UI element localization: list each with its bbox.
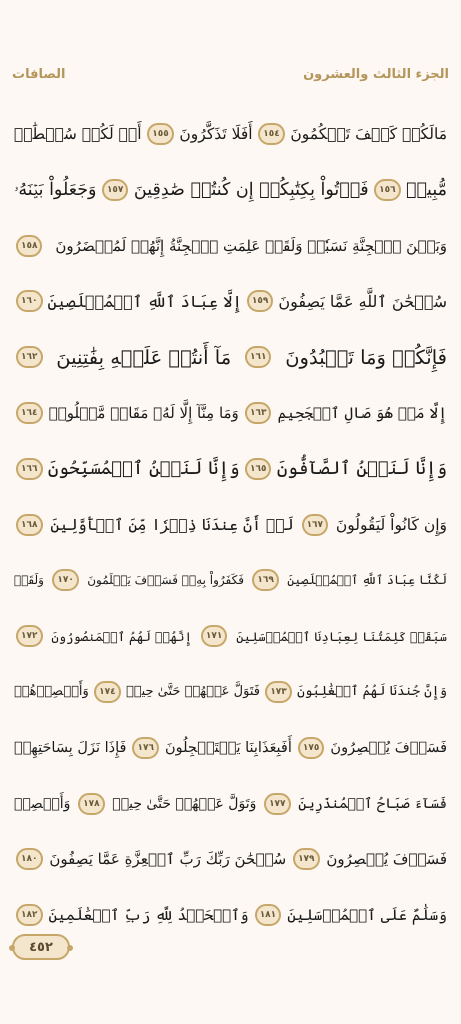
- verse-text: وَجَعَلُواْ بَيۡنَهُۥ: [14, 179, 97, 200]
- verse-lines: [14, 108, 447, 945]
- verse-line: [14, 722, 447, 774]
- ayah-number-marker: ١٦٧: [302, 514, 328, 536]
- ayah-number-marker: ١٧٧: [264, 793, 290, 815]
- page-number-badge: [12, 934, 70, 960]
- verse-text: لَوۡ أَنَّ عِندَنَا ذِكۡرٗا مِّنَ ٱلۡأَوَّلِينَ: [50, 515, 294, 534]
- ayah-number-marker: ١٦٩: [252, 569, 278, 591]
- verse-text: إِلَّا عِبَادَ ٱللَّهِ ٱلۡمُخۡلَصِينَ: [47, 291, 242, 311]
- verse-text: فَكَفَرُواْ بِهِۦۖ فَسَوۡفَ يَعۡلَمُونَ: [87, 573, 244, 588]
- ayah-number-marker: ١٦٦: [16, 458, 42, 480]
- ayah-number-marker: ١٨٢: [16, 904, 42, 926]
- verse-line: [14, 499, 447, 551]
- ayah-number-marker: ١٥٧: [102, 179, 128, 201]
- ayah-number-marker: ١٦٥: [245, 458, 271, 480]
- verse-text: سُبۡحَٰنَ ٱللَّهِ عَمَّا يَصِفُونَ: [278, 291, 447, 311]
- verse-text: وَإِن كَانُواْ لَيَقُولُونَ: [335, 515, 447, 534]
- verse-line: [14, 778, 447, 830]
- ayah-number-marker: ١٧٤: [94, 681, 120, 703]
- verse-text: مَالَكُمۡ كَيۡفَ تَحۡكُمُونَ: [290, 125, 447, 143]
- verse-text: مَآ أَنتُمۡ عَلَيۡهِ بِفَٰتِنِينَ: [56, 345, 232, 369]
- verse-text: وَسَلَٰمٌ عَلَى ٱلۡمُرۡسَلِينَ: [287, 906, 447, 925]
- verse-line: [14, 164, 447, 216]
- ayah-number-marker: ١٧٢: [16, 625, 42, 647]
- verse-text: وَأَبۡصِرۡ: [14, 795, 71, 812]
- verse-line: [14, 554, 447, 606]
- verse-text: لَكُنَّا عِبَادَ ٱللَّهِ ٱلۡمُخۡلَصِينَ: [287, 573, 447, 588]
- ayah-number-marker: ١٧٠: [52, 569, 78, 591]
- verse-line: [14, 889, 447, 941]
- verse-line: [14, 833, 447, 885]
- verse-text: سَبَقَتۡ كَلِمَتُنَا لِعِبَادِنَا ٱلۡمُرۡسَلِينَ: [236, 628, 447, 644]
- verse-text: وَإِنَّا لَنَحۡنُ ٱلصَّآفُّونَ: [276, 458, 447, 480]
- verse-line: [14, 387, 447, 439]
- ayah-number-marker: ١٥٥: [147, 123, 173, 145]
- verse-line: [14, 108, 447, 160]
- verse-text: فَأۡتُواْ بِكِتَٰبِكُمۡ إِن كُنتُمۡ صَٰدِقِينَ: [133, 179, 369, 200]
- verse-text: إِلَّا مَنۡ هُوَ صَالِ ٱلۡجَحِيمِ: [277, 403, 447, 422]
- ayah-number-marker: ١٥٦: [374, 179, 400, 201]
- verse-text: وَأَبۡصِرۡهُمۡ: [14, 684, 89, 700]
- verse-text: فَإِنَّكُمۡ وَمَا تَعۡبُدُونَ: [285, 345, 447, 369]
- verse-text: وَبَيۡنَ ٱلۡجِنَّةِ نَسَبٗاۚ وَلَقَدۡ عَلِمَتِ ٱلۡجِنَّةُ إِنَّهُمۡ لَمُحۡضَرُونَ: [55, 236, 447, 255]
- verse-line: [14, 443, 447, 495]
- verse-text: سُبۡحَٰنَ رَبِّكَ رَبِّ ٱلۡعِزَّةِ عَمَّا يَصِفُونَ: [49, 850, 287, 869]
- ayah-number-marker: ١٦٣: [245, 402, 271, 424]
- verse-text: فَسَوۡفَ يُبۡصِرُونَ: [326, 850, 447, 869]
- verse-text: وَإِنَّ جُندَنَا لَهُمُ ٱلۡغَٰلِبُونَ: [297, 684, 447, 700]
- ayah-number-marker: ١٧٦: [132, 737, 158, 759]
- verse-text: أَفَبِعَذَابِنَا يَسۡتَعۡجِلُونَ: [164, 739, 292, 756]
- ayah-number-marker: ١٨١: [255, 904, 281, 926]
- verse-line: [14, 666, 447, 718]
- page-number: ٤٥٢: [29, 939, 53, 955]
- ayah-number-marker: ١٧٨: [78, 793, 104, 815]
- verse-text: مُّبِينٞ: [406, 179, 447, 200]
- page-header: [12, 62, 449, 86]
- verse-text: وَمَا مِنَّآ إِلَّا لَهُۥ مَقَامٞ مَّعۡلُومٞ: [48, 403, 239, 422]
- verse-text: أَمۡ لَكُمۡ سُلۡطَٰنٞ: [14, 125, 142, 143]
- ayah-number-marker: ١٦٨: [16, 514, 42, 536]
- verse-text: وَٱلۡحَمۡدُ لِلَّهِ رَبِّ ٱلۡعَٰلَمِينَ: [48, 906, 249, 925]
- verse-text: وَإِنَّا لَنَحۡنُ ٱلۡمُسَبِّحُونَ: [47, 458, 240, 480]
- verse-text: أَفَلَا تَذَكَّرُونَ: [179, 125, 253, 143]
- verse-line: [14, 220, 447, 272]
- ayah-number-marker: ١٧٣: [265, 681, 291, 703]
- ayah-number-marker: ١٦٢: [16, 346, 42, 368]
- surah-title: الصافات: [12, 66, 66, 82]
- verse-text: وَتَوَلَّ عَنۡهُمۡ حَتَّىٰ حِينٖ: [112, 795, 257, 812]
- ayah-number-marker: ١٥٤: [258, 123, 284, 145]
- verse-text: فَإِذَا نَزَلَ بِسَاحَتِهِمۡ: [14, 739, 127, 756]
- juz-title: الجزء الثالث والعشرون: [303, 66, 449, 82]
- ayah-number-marker: ١٦٠: [16, 290, 42, 312]
- ayah-number-marker: ١٧٩: [293, 848, 319, 870]
- ayah-number-marker: ١٧١: [201, 625, 227, 647]
- verse-line: [14, 610, 447, 662]
- verse-line: [14, 275, 447, 327]
- verse-text: إِنَّهُمۡ لَهُمُ ٱلۡمَنصُورُونَ: [51, 628, 192, 644]
- ayah-number-marker: ١٧٥: [298, 737, 324, 759]
- verse-text: فَسَآءَ صَبَاحُ ٱلۡمُنذَرِينَ: [298, 795, 447, 812]
- ayah-number-marker: ١٨٠: [16, 848, 42, 870]
- ayah-number-marker: ١٦٤: [16, 402, 42, 424]
- ayah-number-marker: ١٦١: [245, 346, 271, 368]
- verse-text: فَتَوَلَّ عَنۡهُمۡ حَتَّىٰ حِينٖ: [125, 684, 260, 700]
- ayah-number-marker: ١٥٩: [247, 290, 273, 312]
- verse-text: فَسَوۡفَ يُبۡصِرُونَ: [330, 739, 447, 756]
- ayah-number-marker: ١٥٨: [16, 235, 42, 257]
- verse-line: [14, 331, 447, 383]
- verse-text: وَلَقَدۡ: [14, 573, 44, 588]
